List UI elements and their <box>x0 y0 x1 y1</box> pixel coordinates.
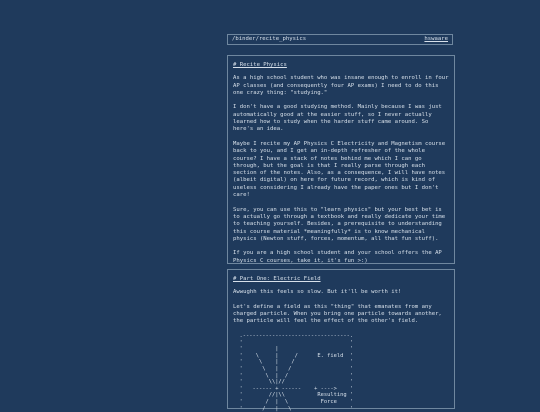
path-header <box>227 34 453 45</box>
section-electric-field <box>227 269 455 412</box>
paragraph: Sure, you can use this to "learn physics" but your best bet is to actually go through a textbook and really dedicate your time to teaching yourself. Besides, a prerequisite to understanding this course material *meaningfully* is to know mechanical physics (Newton stuff, forces, momentum, all that fun stuff). <box>233 206 446 242</box>
paragraph: I don't have a good studying method. Mainly because I was just automatically good at the easier stuff, so I never actually learned how to study when the harder stuff came around. So here's an idea. <box>233 104 442 133</box>
paragraph: Awwughh this feels so slow. But it'll be worth it! <box>233 289 402 296</box>
paragraph: As a high school student who was insane enough to enroll in four AP classes (and consequently four AP exams) I need to do this one crazy thing: "studying." <box>233 75 449 96</box>
paragraph: If you are a high school student and your school offers the AP Physics C courses, take it, it's fun >:) <box>233 250 442 264</box>
path-breadcrumb[interactable]: /binder/recite_physics <box>232 35 307 42</box>
section-recite-physics <box>227 55 455 264</box>
paragraph: Maybe I recite my AP Physics C Electricity and Magnetism course back to you, and I get an in-depth refresher of the whole course? I have a stack of notes behind me which I can go through, but the goal is that I really parse through each section of the notes. Also, as a consequence, I will have notes (albeit digital) on here for future record, which is kind of useless considering I already have the paper ones but I don't care! <box>233 140 446 199</box>
paragraph: Let's define a field as this "thing" that emanates from any charged particle. When you bring one particle towards another, the particle will feel the effect of the other's field. <box>233 303 442 325</box>
user-link[interactable]: hswaare <box>424 35 448 42</box>
section-title: # Part One: Electric Field <box>233 276 321 282</box>
electric-field-diagram: .---------------------------------. ' ' ' | ' ' \ | / E. field ' ' \ | / ' ' \ | / ' ' \ | / ' ' \\|// ' ' ------ + ------ + ----> ' ' //|\\ Resulting ' ' / | \ Force ' ' / | \ ' <box>239 333 354 412</box>
section-title: # Recite Physics <box>233 62 287 68</box>
